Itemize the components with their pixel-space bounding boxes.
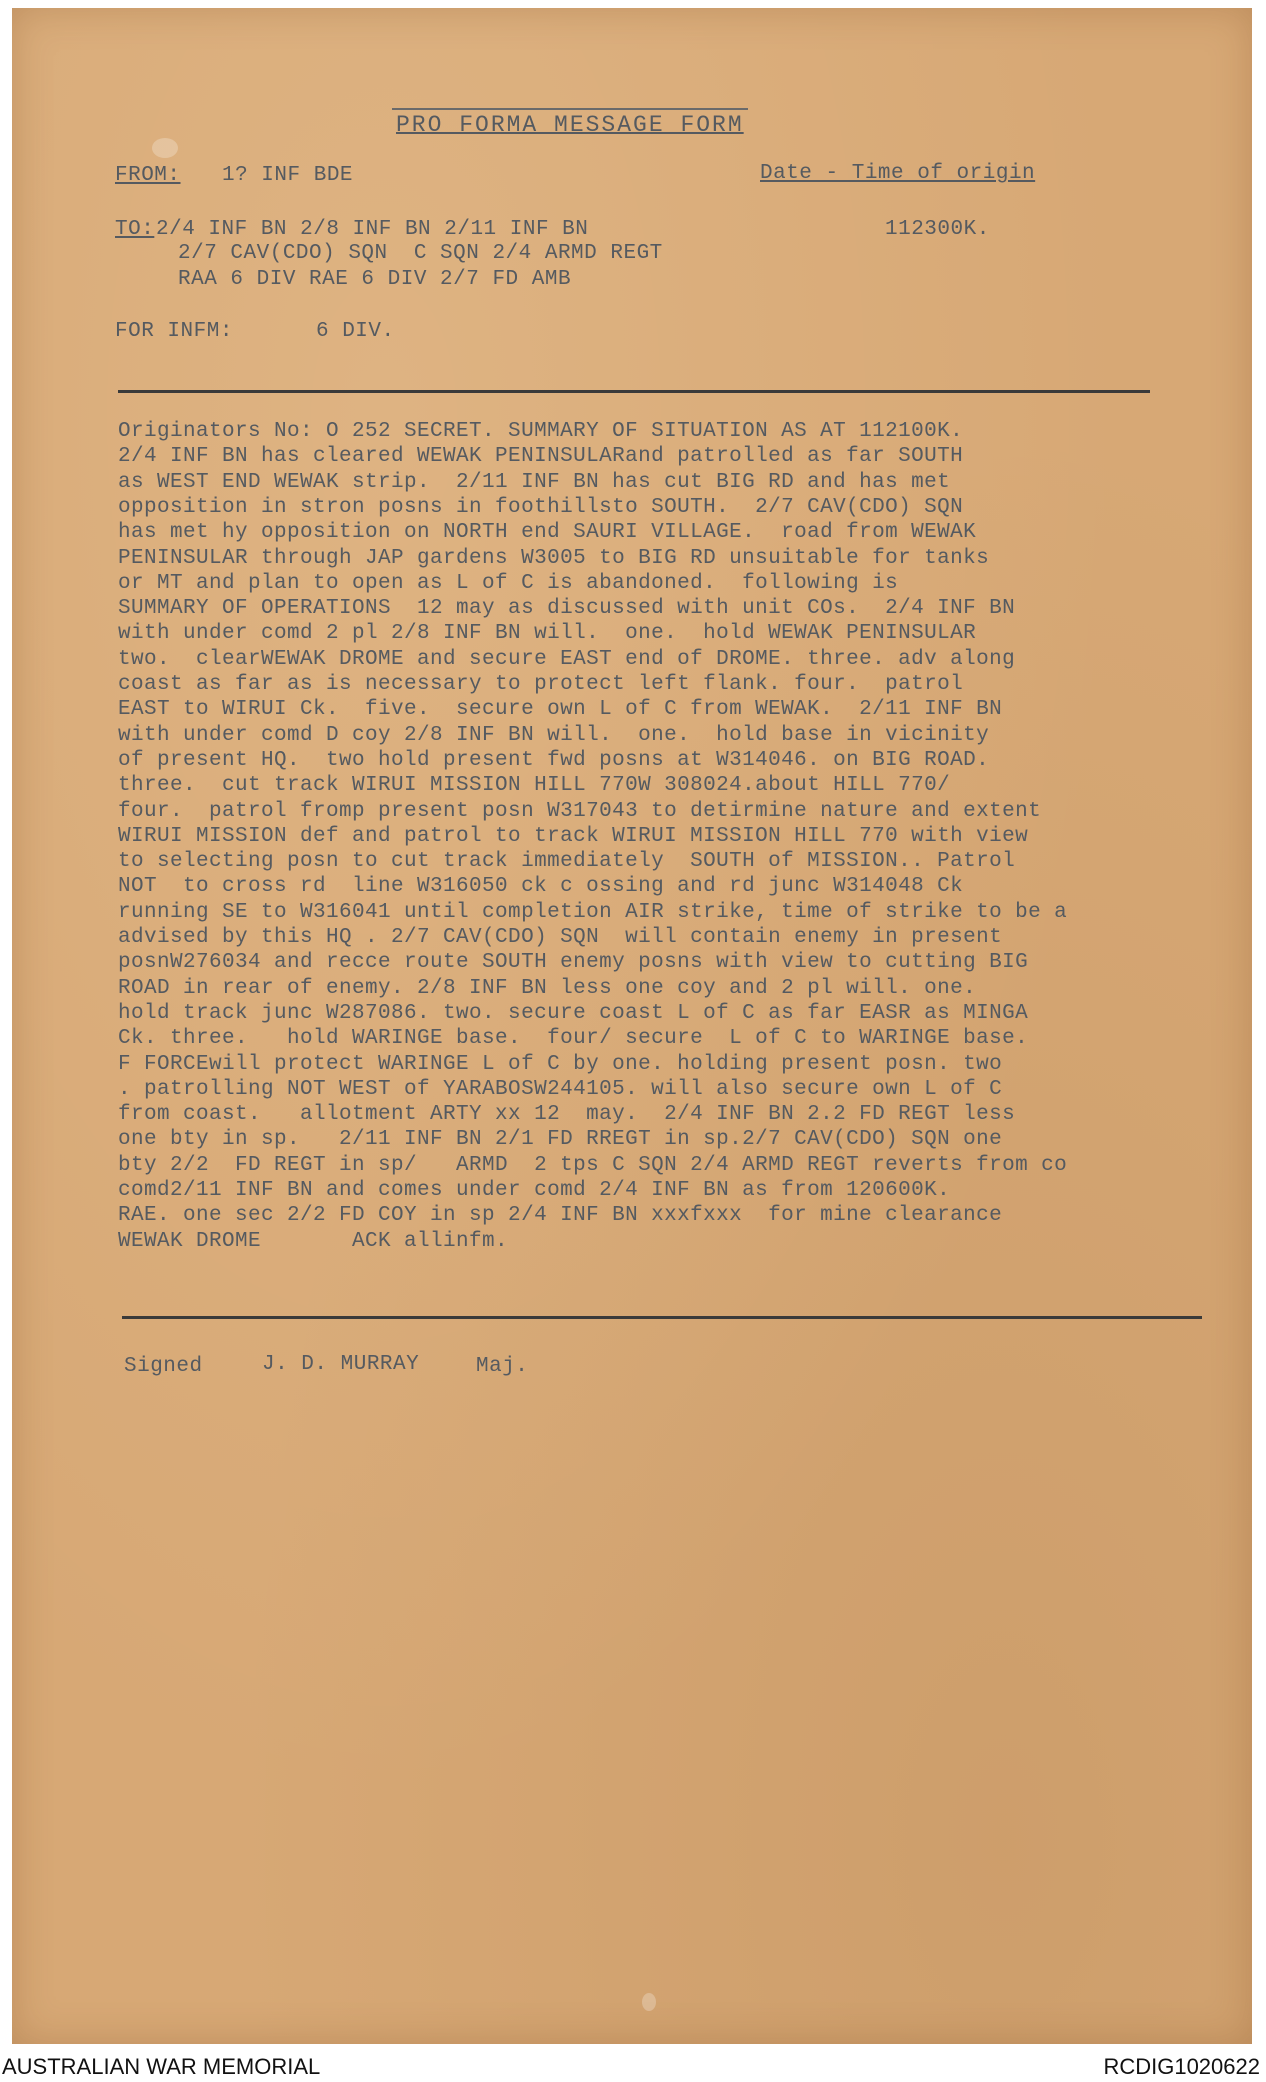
message-line: PENINSULAR through JAP gardens W3005 to BIG RD unsuitable for tanks xyxy=(118,546,990,570)
message-line: has met hy opposition on NORTH end SAURI VILLAGE. road from WEWAK xyxy=(118,521,977,545)
message-line: Originators No: O 252 SECRET. SUMMARY OF SITUATION AS AT 112100K. xyxy=(118,420,964,443)
message-line: ROAD in rear of enemy. 2/8 INF BN less one coy and 2 pl will. one. xyxy=(118,976,977,1000)
to-line-2: 2/7 CAV(CDO) SQN C SQN 2/4 ARMD REGT xyxy=(178,242,663,265)
divider-top xyxy=(118,390,1150,393)
from-label: FROM: xyxy=(115,164,181,187)
archive-id: RCDIG1020622 xyxy=(1103,2054,1260,2079)
form-title: PRO FORMA MESSAGE FORM xyxy=(392,108,748,140)
to-line-3: RAA 6 DIV RAE 6 DIV 2/7 FD AMB xyxy=(178,268,572,291)
message-line: from coast. allotment ARTY xx 12 may. 2/4 INF BN 2.2 FD REGT less xyxy=(118,1103,1016,1127)
to-label: TO: xyxy=(115,218,155,241)
message-line: EAST to WIRUI Ck. five. secure own L of C from WEWAK. 2/11 INF BN xyxy=(118,698,1003,722)
signatory-rank: Maj. xyxy=(476,1355,529,1378)
archive-name: AUSTRALIAN WAR MEMORIAL xyxy=(2,2054,321,2079)
paper-stain xyxy=(152,138,178,158)
message-line: comd2/11 INF BN and comes under comd 2/4 INF BN as from 120600K. xyxy=(118,1179,951,1202)
archive-footer xyxy=(0,2046,1266,2082)
signed-label: Signed xyxy=(124,1355,203,1378)
for-infm-label: FOR INFM: xyxy=(115,320,233,343)
message-line: to selecting posn to cut track immediately SOUTH of MISSION.. Patrol xyxy=(118,850,1016,874)
message-line: with under comd D coy 2/8 INF BN will. one. hold base in vicinity xyxy=(118,723,990,747)
message-line: SUMMARY OF OPERATIONS 12 may as discussed with unit COs. 2/4 INF BN xyxy=(118,597,1016,621)
message-line: Ck. three. hold WARINGE base. four/ secure L of C to WARINGE base. xyxy=(118,1027,1029,1051)
for-infm-value: 6 DIV. xyxy=(316,320,395,343)
date-time-of-origin-label: Date - Time of origin xyxy=(760,162,1036,185)
message-line: with under comd 2 pl 2/8 INF BN will. one. hold WEWAK PENINSULAR xyxy=(118,622,977,646)
message-line: three. cut track WIRUI MISSION HILL 770W 308024.about HILL 770/ xyxy=(118,774,951,798)
message-line: of present HQ. two hold present fwd posns at W314046. on BIG ROAD. xyxy=(118,748,990,772)
message-line: or MT and plan to open as L of C is abandoned. following is xyxy=(118,571,899,595)
message-line: bty 2/2 FD REGT in sp/ ARMD 2 tps C SQN 2/4 ARMD REGT reverts from co xyxy=(118,1153,1068,1177)
message-line: two. clearWEWAK DROME and secure EAST end of DROME. three. adv along xyxy=(118,647,1016,671)
divider-bottom xyxy=(122,1316,1202,1319)
message-line: F FORCEwill protect WARINGE L of C by one. holding present posn. two xyxy=(118,1052,1003,1076)
signatory-name: J. D. MURRAY xyxy=(262,1353,420,1376)
message-line: coast as far as is necessary to protect left flank. four. patrol xyxy=(118,673,964,696)
message-line: WEWAK DROME ACK allinfm. xyxy=(118,1229,509,1253)
paper-stain xyxy=(642,1993,656,2011)
message-line: RAE. one sec 2/2 FD COY in sp 2/4 INF BN xxxfxxx for mine clearance xyxy=(118,1204,1003,1228)
message-line: running SE to W316041 until completion AIR strike, time of strike to be a xyxy=(118,900,1068,924)
message-line: one bty in sp. 2/11 INF BN 2/1 FD RREGT in sp.2/7 CAV(CDO) SQN one xyxy=(118,1128,1003,1152)
message-line: four. patrol fromp present posn W317043 to detirmine nature and extent xyxy=(118,799,1042,823)
message-line: . patrolling NOT WEST of YARABOSW244105. will also secure own L of C xyxy=(118,1077,1003,1101)
to-line-1: 2/4 INF BN 2/8 INF BN 2/11 INF BN xyxy=(156,218,589,241)
message-line: hold track junc W287086. two. secure coast L of C as far EASR as MINGA xyxy=(118,1001,1029,1025)
message-line: posnW276034 and recce route SOUTH enemy posns with view to cutting BIG xyxy=(118,951,1029,975)
message-form-sheet xyxy=(12,8,1252,2044)
message-line: as WEST END WEWAK strip. 2/11 INF BN has cut BIG RD and has met xyxy=(118,470,951,494)
time-of-origin-value: 112300K. xyxy=(885,218,990,241)
message-line: 2/4 INF BN has cleared WEWAK PENINSULARand patrolled as far SOUTH xyxy=(118,445,964,469)
message-line: WIRUI MISSION def and patrol to track WIRUI MISSION HILL 770 with view xyxy=(118,824,1029,848)
message-line: advised by this HQ . 2/7 CAV(CDO) SQN will contain enemy in present xyxy=(118,926,1003,949)
message-line: opposition in stron posns in foothillsto SOUTH. 2/7 CAV(CDO) SQN xyxy=(118,495,964,519)
message-line: NOT to cross rd line W316050 ck c ossing and rd junc W314048 Ck xyxy=(118,875,964,899)
from-value: 1? INF BDE xyxy=(222,164,354,187)
